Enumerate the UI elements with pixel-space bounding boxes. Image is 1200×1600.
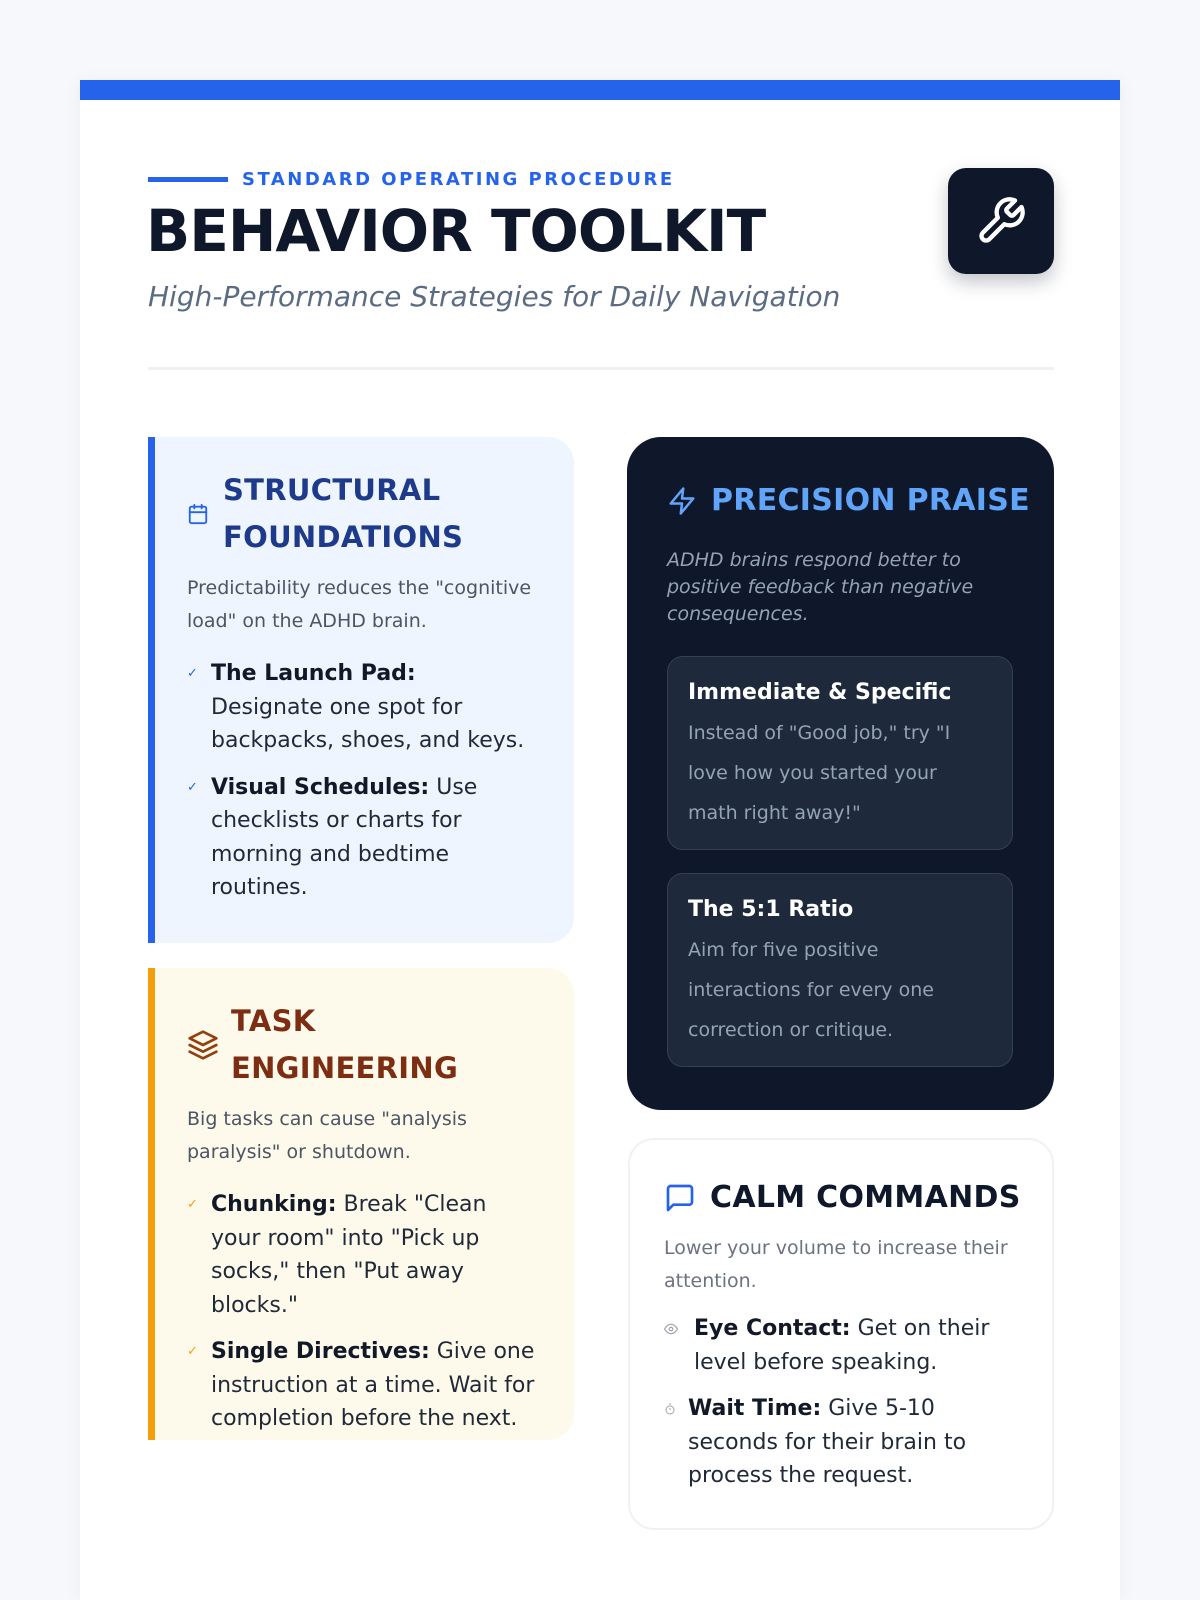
eye-icon bbox=[664, 1322, 678, 1336]
card-title: TASK ENGINEERING bbox=[231, 1004, 459, 1085]
precision-praise-card bbox=[627, 437, 1054, 1110]
wrench-badge bbox=[948, 168, 1054, 274]
toolkit-sheet bbox=[80, 80, 1120, 1600]
list-item: ✓ Visual Schedules: Use checklists or charts for morning and bedtime routines. bbox=[187, 771, 527, 905]
list-item: ✓ Chunking: Break "Clean your room" into "Pick up socks," then "Put away blocks." bbox=[187, 1188, 537, 1322]
task-engineering-card bbox=[148, 968, 574, 1440]
list-item: Eye Contact: Get on their level before speaking. bbox=[664, 1312, 1024, 1379]
card-description: Big tasks can cause "analysis paralysis" or shutdown. bbox=[187, 1108, 467, 1163]
card-description: Predictability reduces the "cognitive load" on the ADHD brain. bbox=[187, 577, 532, 632]
page-title: BEHAVIOR TOOLKIT bbox=[146, 197, 766, 265]
card-header bbox=[667, 477, 1030, 524]
eyebrow-line bbox=[148, 177, 228, 182]
check-icon: ✓ bbox=[187, 779, 198, 795]
eyebrow bbox=[148, 168, 675, 190]
card-header bbox=[187, 998, 458, 1092]
praise-tip bbox=[667, 873, 1013, 1067]
card-description: ADHD brains respond better to positive feedback than negative consequences. bbox=[667, 549, 974, 625]
calm-list bbox=[664, 1312, 1024, 1493]
calm-commands-card bbox=[628, 1138, 1054, 1530]
check-icon: ✓ bbox=[187, 666, 198, 681]
layers-icon bbox=[187, 1029, 219, 1061]
list-item: ✓ The Launch Pad: Designate one spot for backpacks, shoes, and keys. bbox=[187, 657, 527, 758]
list-item: Wait Time: Give 5-10 seconds for their brain to process the request. bbox=[664, 1392, 1024, 1493]
card-header bbox=[664, 1174, 1021, 1221]
chat-bubble-icon bbox=[664, 1182, 696, 1214]
card-description: Lower your volume to increase their attention. bbox=[664, 1237, 1008, 1292]
card-title: STRUCTURAL FOUNDATIONS bbox=[223, 473, 464, 554]
wrench-icon bbox=[975, 195, 1027, 247]
tip-text: Instead of "Good job," try "I love how you started your math right away!" bbox=[688, 722, 951, 824]
check-icon: ✓ bbox=[187, 1344, 198, 1359]
structural-list bbox=[187, 657, 527, 905]
tip-text: Aim for five positive interactions for every one correction or critique. bbox=[688, 939, 934, 1041]
structural-foundations-card bbox=[148, 437, 574, 943]
card-header bbox=[187, 467, 463, 561]
task-list bbox=[187, 1188, 537, 1436]
timer-icon bbox=[664, 1403, 676, 1415]
tip-title: Immediate & Specific bbox=[688, 680, 952, 705]
lightning-icon bbox=[667, 486, 697, 516]
eyebrow-text: STANDARD OPERATING PROCEDURE bbox=[242, 168, 675, 190]
list-item: ✓ Single Directives: Give one instruction at a time. Wait for completion before the next. bbox=[187, 1335, 537, 1436]
check-icon: ✓ bbox=[187, 1197, 198, 1212]
top-accent-bar bbox=[80, 80, 1120, 100]
header-divider bbox=[148, 367, 1054, 370]
card-title: CALM COMMANDS bbox=[710, 1180, 1021, 1215]
praise-tip bbox=[667, 656, 1013, 850]
page-subtitle: High-Performance Strategies for Daily Navigation bbox=[148, 280, 841, 313]
calendar-icon bbox=[187, 503, 209, 525]
card-title: PRECISION PRAISE bbox=[711, 483, 1030, 518]
tip-title: The 5:1 Ratio bbox=[688, 897, 854, 922]
